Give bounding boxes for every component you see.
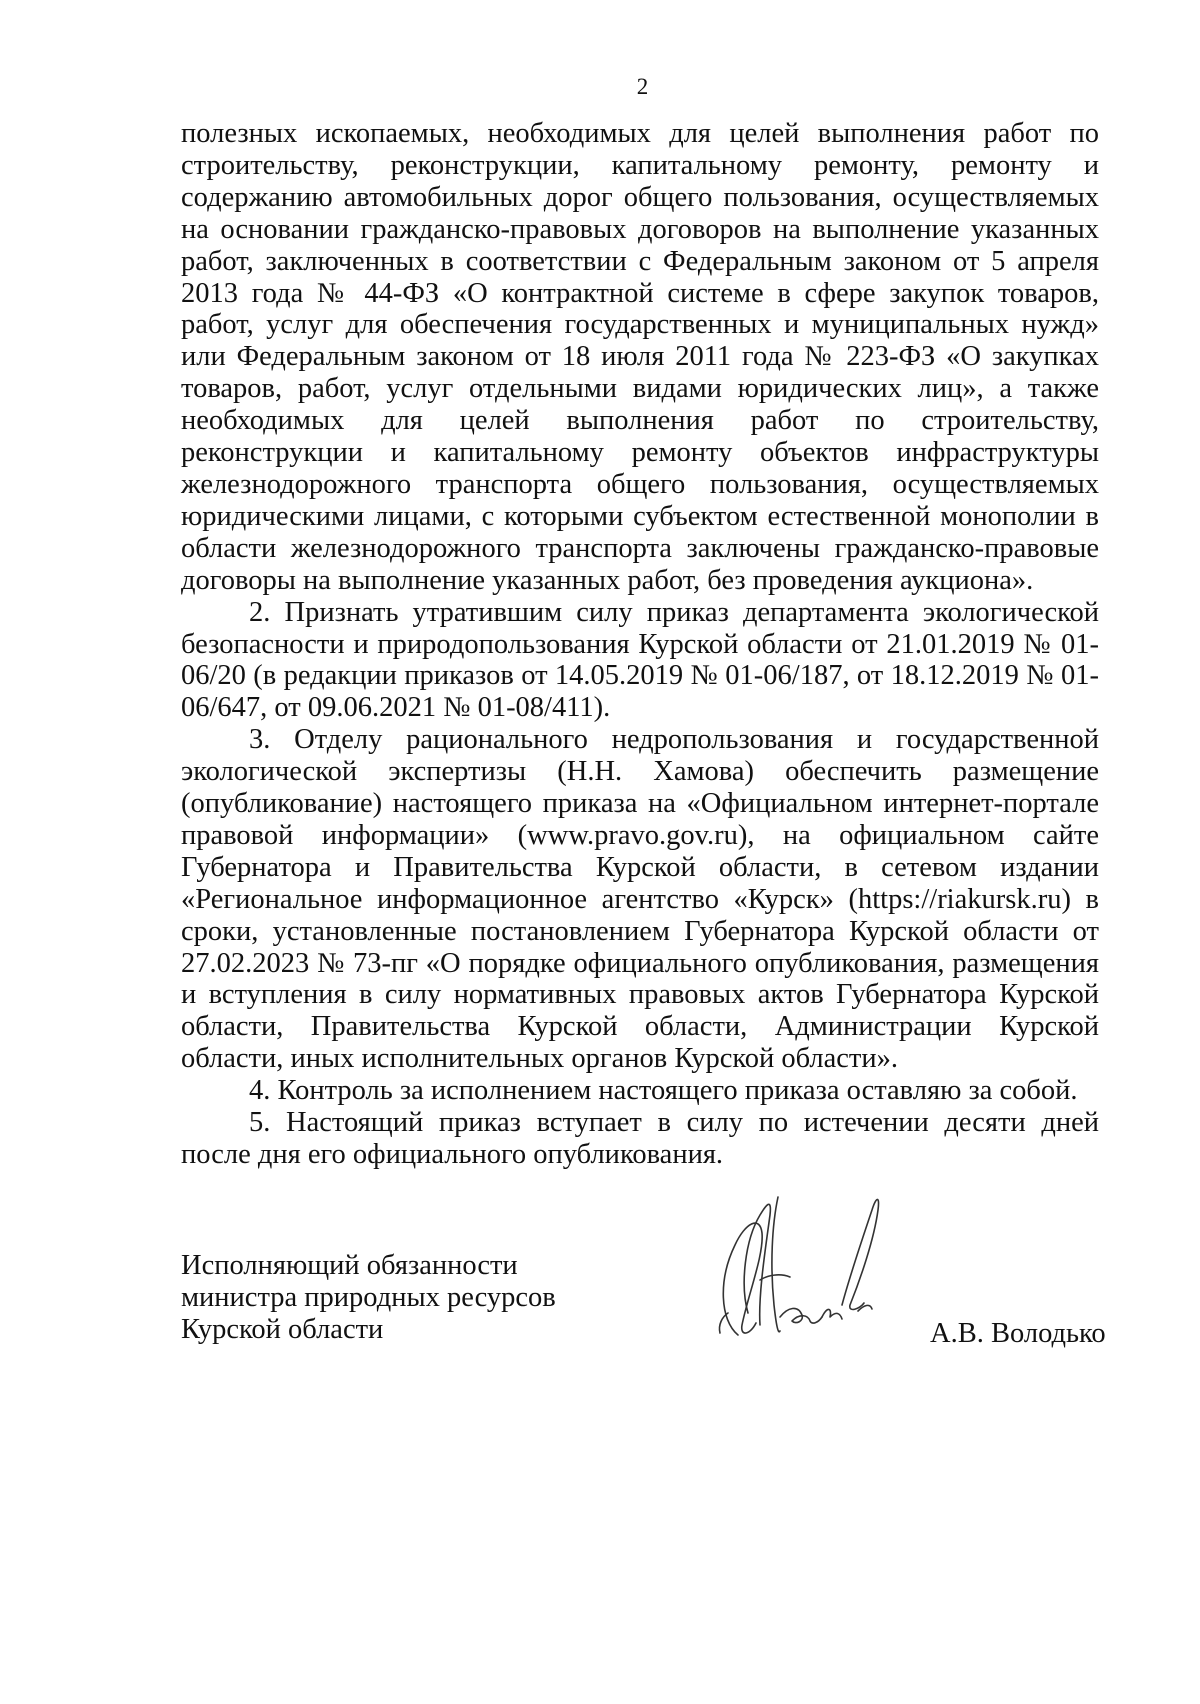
paragraph-5: 5. Настоящий приказ вступает в силу по истечении десяти дней после дня его официального опубликования.: [181, 1107, 1099, 1170]
signer-title-line: Курской области: [181, 1314, 384, 1345]
document-body: [181, 118, 1099, 1171]
signer-title-line: Исполняющий обязанности: [181, 1250, 518, 1281]
paragraph-4: 4. Контроль за исполнением настоящего приказа оставляю за собой.: [249, 1075, 1078, 1107]
paragraph-3: 3. Отделу рационального недропользования и государственной экологической экспертизы (Н.Н. Хамова) обеспечить размещение (опубликование) настоящего приказа на «Официальном интернет-портале правовой информации» (www.pravo.gov.ru), на официальном сайте Губернатора и Правительства Курской области, в сетевом издании «Региональное информационное агентство «Курск» (https://riakursk.ru) в сроки, установленные постановлением Губернатора Курской области от 27.02.2023 № 73-пг «О порядке официального опубликования, размещения и вступления в силу нормативных правовых актов Губернатора Курской области, Правительства Курской области, Администрации Курской области, иных исполнительных органов Курской области».: [181, 724, 1099, 1075]
signer-title: [181, 1250, 556, 1346]
signer-name: А.В. Володько: [930, 1318, 1106, 1349]
paragraph-1-continuation: полезных ископаемых, необходимых для целей выполнения работ по строительству, реконструкции, капитальному ремонту, ремонту и содержанию автомобильных дорог общего пользования, осуществляемых на основании гражданско-правовых договоров на выполнение указанных работ, заключенных в соответствии с Федеральным законом от 5 апреля 2013 года № 44-ФЗ «О контрактной системе в сфере закупок товаров, работ, услуг для обеспечения государственных и муниципальных нужд» или Федеральным законом от 18 июля 2011 года № 223-ФЗ «О закупках товаров, работ, услуг отдельными видами юридических лиц», а также необходимых для целей выполнения работ по строительству, реконструкции и капитальному ремонту объектов инфраструктуры железнодорожного транспорта общего пользования, осуществляемых юридическими лицами, с которыми субъектом естественной монополии в области железнодорожного транспорта заключены гражданско-правовые договоры на выполнение указанных работ, без проведения аукциона».: [181, 118, 1099, 596]
signer-title-line: министра природных ресурсов: [181, 1282, 556, 1313]
page-number: 2: [636, 74, 649, 99]
paragraph-2: 2. Признать утратившим силу приказ департамента экологической безопасности и природопользования Курской области от 21.01.2019 № 01-06/20 (в редакции приказов от 14.05.2019 № 01-06/187, от 18.12.2019 № 01-06/647, от 09.06.2021 № 01-08/411).: [181, 596, 1099, 724]
handwritten-signature: [700, 1185, 910, 1355]
